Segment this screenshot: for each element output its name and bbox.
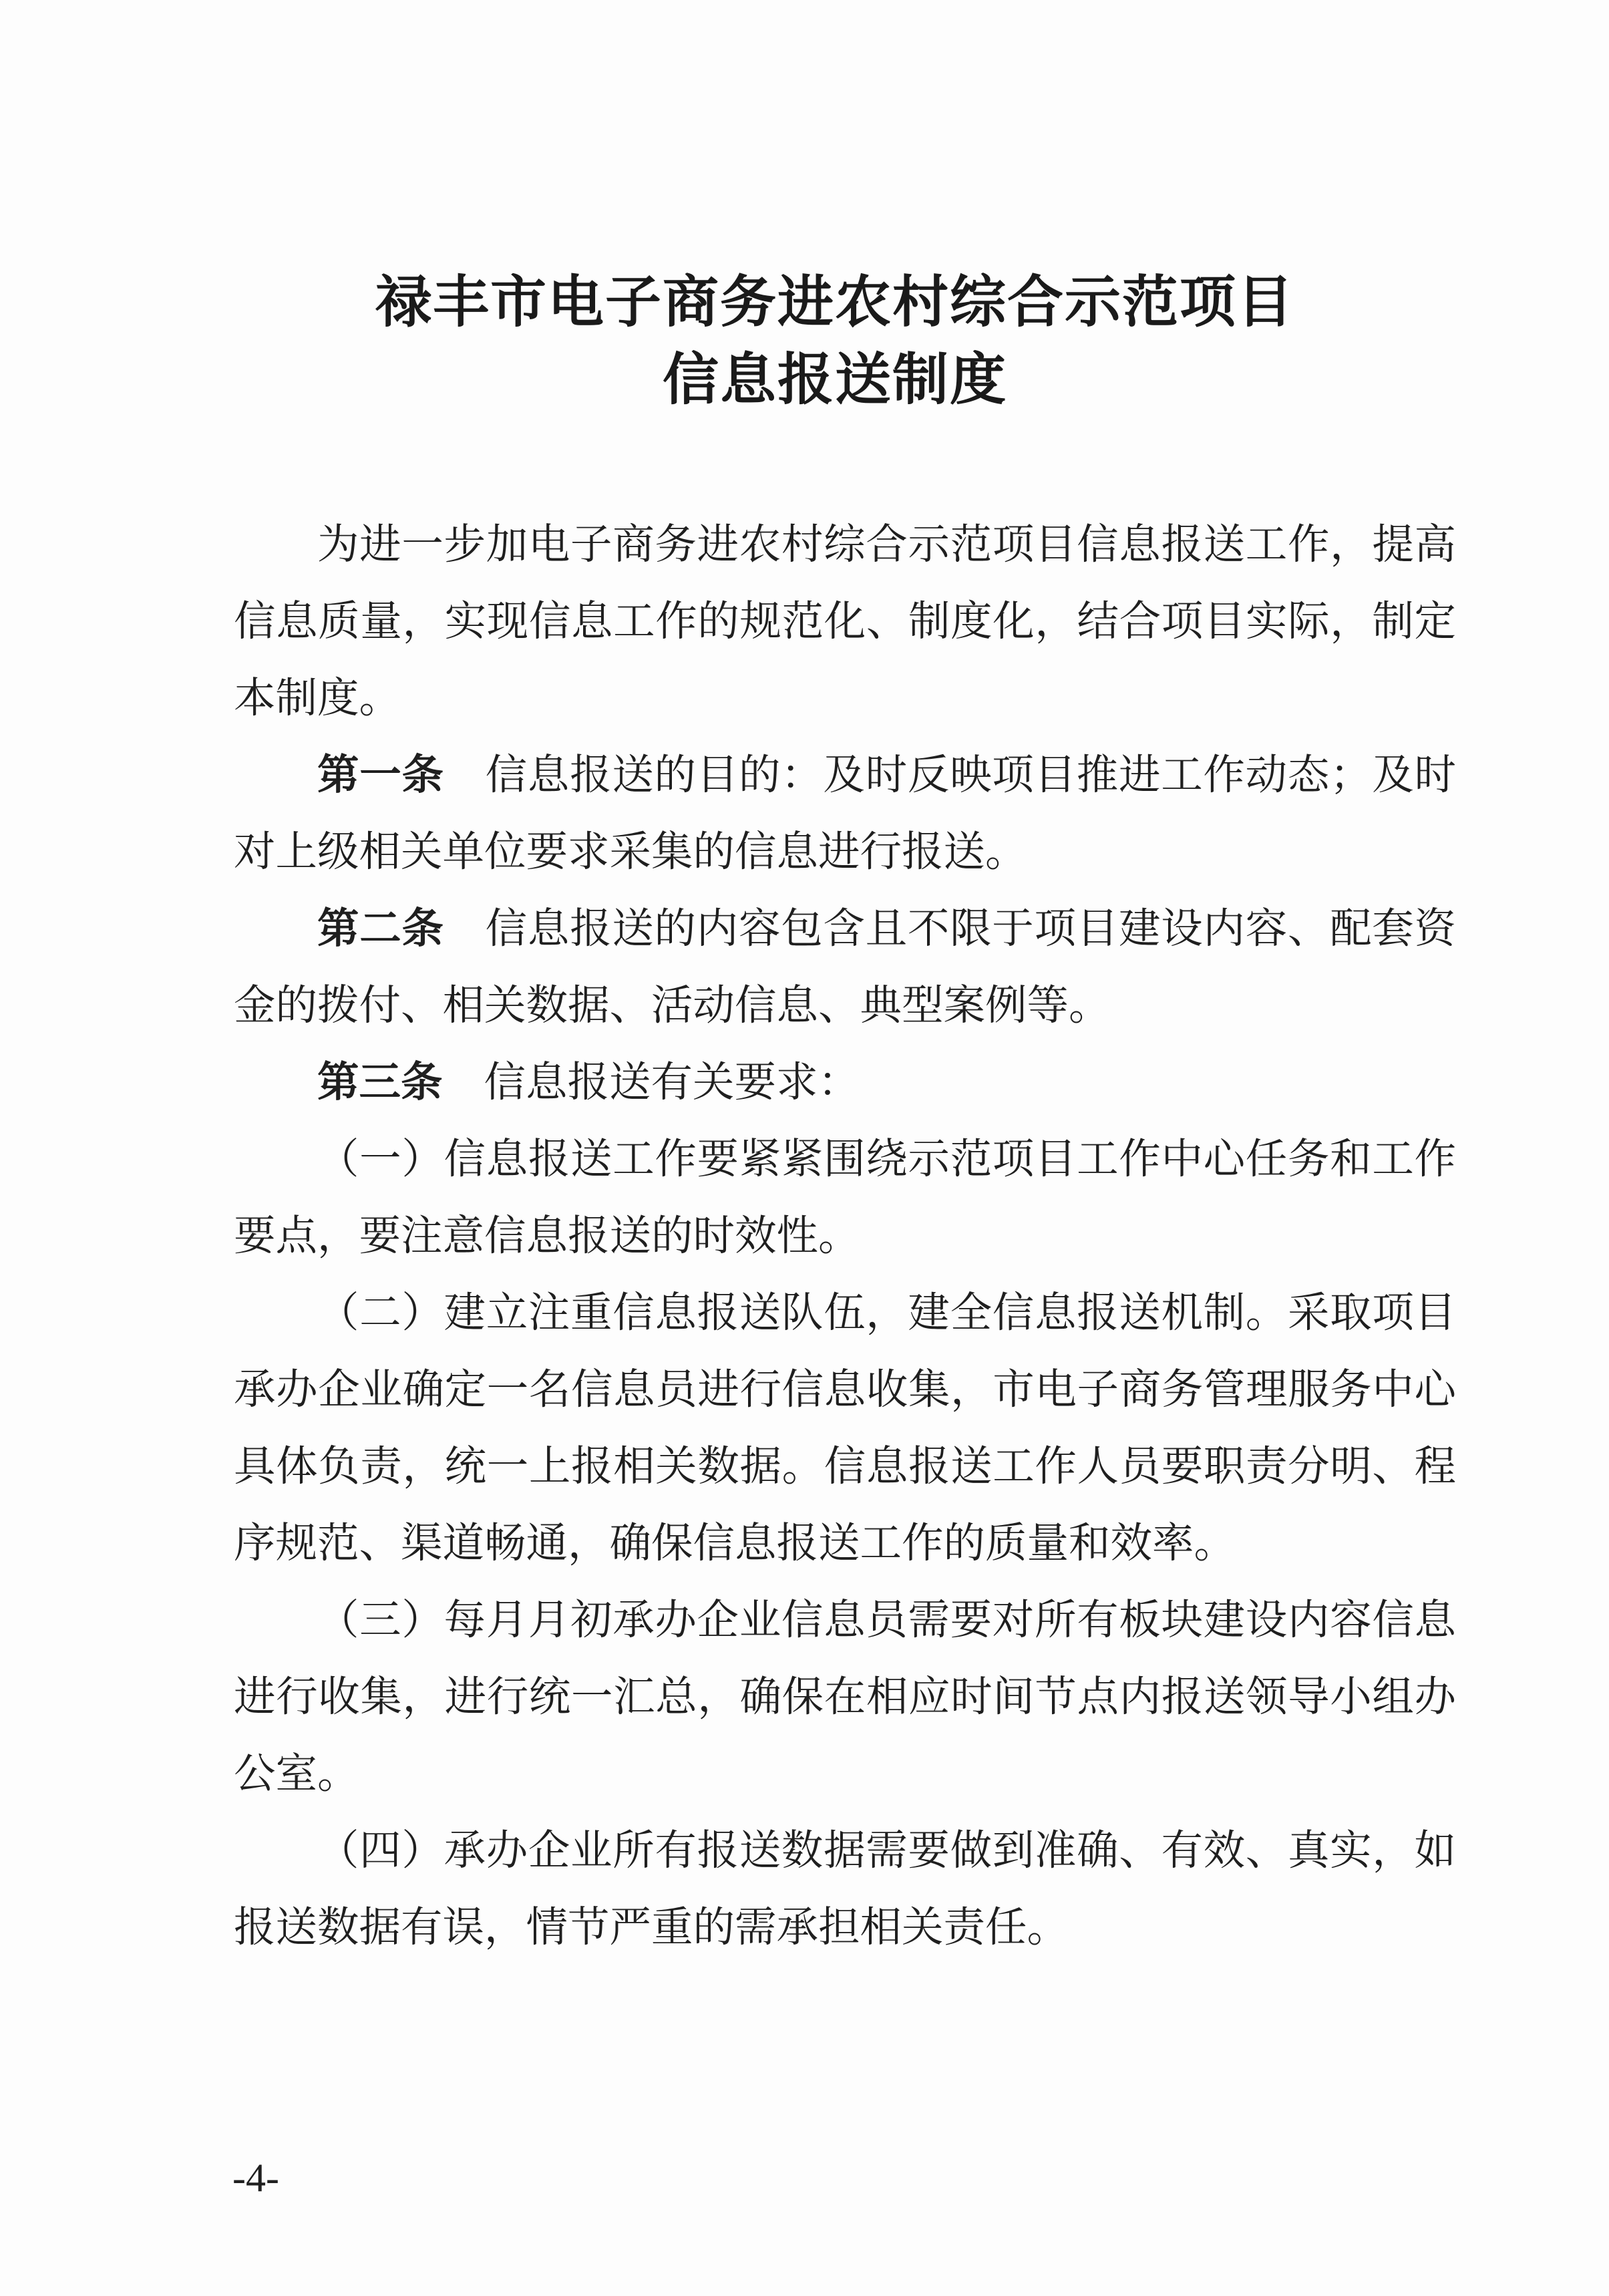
requirement-item-4: （四）承办企业所有报送数据需要做到准确、有效、真实，如报送数据有误，情节严重的需承担相关责任。 xyxy=(234,1826,1456,1951)
article-3 xyxy=(234,1043,1456,1120)
article-1-text: 信息报送的目的：及时反映项目推进工作动态；及时对上级相关单位要求采集的信息进行报送。 xyxy=(234,750,1457,876)
article-3-label: 第三条 xyxy=(317,1057,443,1106)
article-1-label: 第一条 xyxy=(317,750,444,799)
requirement-item-1: （一）信息报送工作要紧紧围绕示范项目工作中心任务和工作要点，要注意信息报送的时效性。 xyxy=(234,1134,1456,1260)
document-title-line-1: 禄丰市电子商务进农村综合示范项目 xyxy=(375,269,1294,335)
article-1 xyxy=(234,736,1456,890)
article-2 xyxy=(234,890,1456,1043)
intro-paragraph: 为进一步加电子商务进农村综合示范项目信息报送工作，提高信息质量，实现信息工作的规范化、制度化，结合项目实际，制定本制度。 xyxy=(234,520,1456,722)
article-3-text: 信息报送有关要求： xyxy=(484,1057,860,1106)
document-title-line-2: 信息报送制度 xyxy=(662,347,1007,412)
requirement-item-3: （三）每月月初承办企业信息员需要对所有板块建设内容信息进行收集，进行统一汇总，确保在相应时间节点内报送领导小组办公室。 xyxy=(234,1595,1456,1798)
document-body xyxy=(234,506,1456,1965)
page-number: -4- xyxy=(232,2156,279,2200)
article-2-label: 第二条 xyxy=(317,904,444,953)
article-2-text: 信息报送的内容包含且不限于项目建设内容、配套资金的拨付、相关数据、活动信息、典型案例等。 xyxy=(234,904,1457,1029)
requirement-item-2: （二）建立注重信息报送队伍，建全信息报送机制。采取项目承办企业确定一名信息员进行信息收集，市电子商务管理服务中心具体负责，统一上报相关数据。信息报送工作人员要职责分明、程序规范、渠道畅通，确保信息报送工作的质量和效率。 xyxy=(234,1288,1456,1567)
